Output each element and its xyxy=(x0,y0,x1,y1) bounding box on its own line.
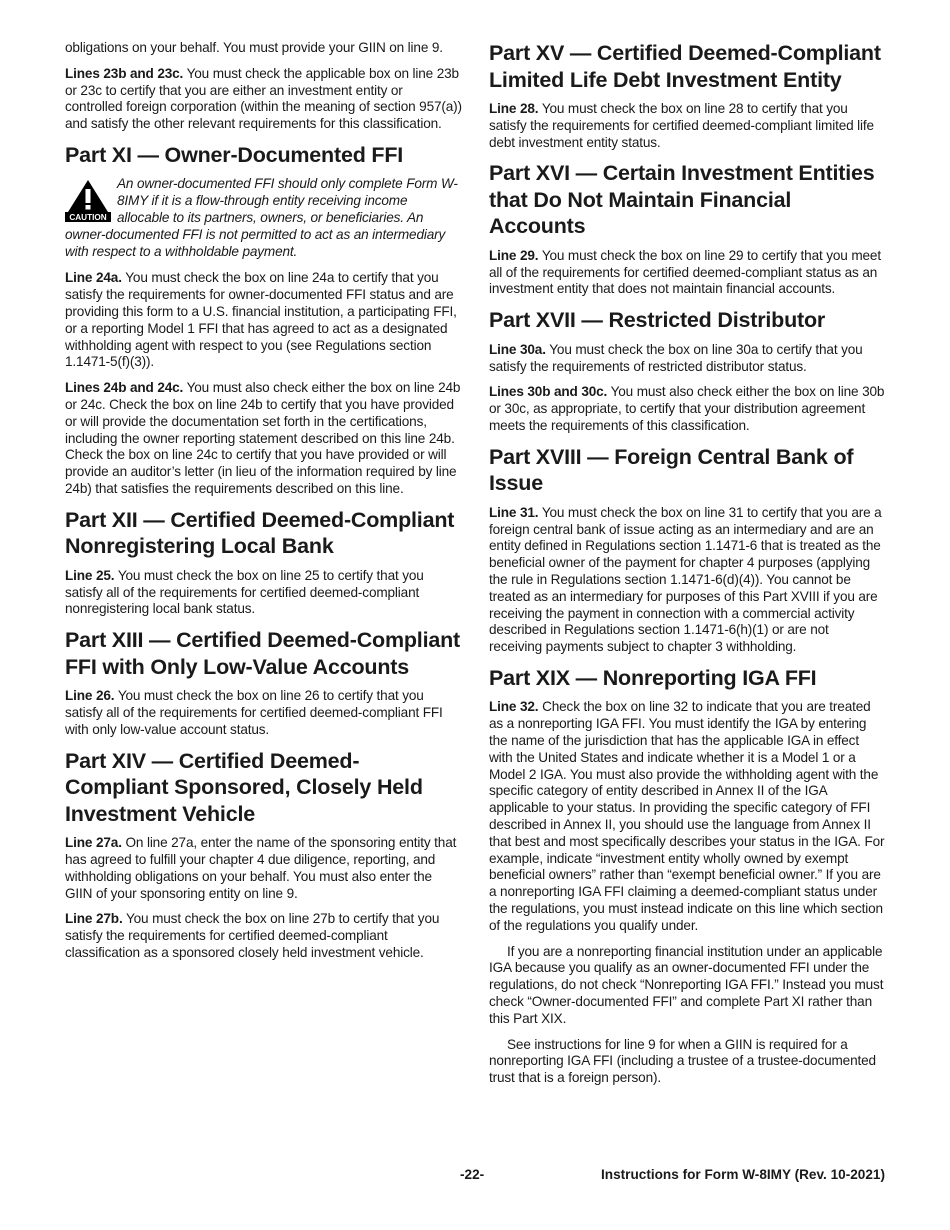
lines-30b-30c-lead: Lines 30b and 30c. xyxy=(489,384,608,400)
line-30a-paragraph xyxy=(489,342,885,376)
line-30a-lead: Line 30a. xyxy=(489,341,546,357)
line-26-text: You must check the box on line 26 to certify that you satisfy all of the requirements for certified deemed-compliant FFI with only low-value account status. xyxy=(65,688,443,737)
line-32-lead: Line 32. xyxy=(489,699,539,715)
caution-note xyxy=(65,176,462,260)
line-25-paragraph xyxy=(65,568,462,618)
line-27b-paragraph xyxy=(65,911,462,961)
paragraph-continued: obligations on your behalf. You must provide your GIIN on line 9. xyxy=(65,40,443,55)
lines-30b-30c-text: You must also check either the box on line 30b or 30c, as appropriate, to certify that your distribution agreement meets the requirements of this classification. xyxy=(489,384,885,433)
line-27a-paragraph xyxy=(65,835,462,902)
part-xiv-heading: Part XIV — Certified Deemed-Compliant Sponsored, Closely Held Investment Vehicle xyxy=(65,748,423,826)
left-column xyxy=(65,40,462,971)
line-26-paragraph xyxy=(65,688,462,738)
nonreporting-fi-paragraph: If you are a nonreporting financial institution under an applicable IGA because you qualify as an owner-documented FFI under the regulations, do not check “Nonreporting IGA FFI.” Instead you must check “Owner-documented FFI” and complete Part XI rather than this Part XIX. xyxy=(489,943,884,1026)
part-xvi-heading: Part XVI — Certain Investment Entities that Do Not Maintain Financial Accounts xyxy=(489,161,875,239)
line-27a-text: On line 27a, enter the name of the sponsoring entity that has agreed to fulfill your chapter 4 due diligence, reporting, and withholding obligations on your behalf. You must also enter the GIIN of your sponsoring entity on line 9. xyxy=(65,835,457,901)
caution-icon xyxy=(65,178,111,222)
page-footer xyxy=(0,1167,950,1187)
lines-23b-23c-lead: Lines 23b and 23c. xyxy=(65,65,184,81)
right-column xyxy=(489,40,885,1096)
line-29-lead: Line 29. xyxy=(489,247,539,263)
line-24a-text: You must check the box on line 24a to certify that you satisfy the requirements for owner-documented FFI status and are providing this form to a U.S. financial institution, a participating FFI, or a reporting Model 1 FFI that has agreed to act as a designated withholding agent with respect to you (see Regulations section 1.1471-5(f)(3)). xyxy=(65,270,457,370)
line-28-text: You must check the box on line 28 to certify that you satisfy the requirements for certified deemed-compliant limited life debt investment entity status. xyxy=(489,101,874,150)
line-27a-lead: Line 27a. xyxy=(65,835,122,851)
line-29-text: You must check the box on line 29 to certify that you meet all of the requirements for certified deemed-compliant status as an investment entity that does not maintain financial accounts. xyxy=(489,247,881,297)
line-24a-lead: Line 24a. xyxy=(65,270,122,286)
line-32-paragraph xyxy=(489,699,885,934)
caution-icon-label: CAUTION xyxy=(69,213,107,223)
line-32-text: Check the box on line 32 to indicate that you are treated as a nonreporting IGA FFI. You must identify the IGA by entering the name of the jurisdiction that has the applicable IGA in effect with the United States and indicate whether it is a Model 1 or a Model 2 IGA. You must also provide the withholding agent with the specific category of entity described in Annex II of the IGA applicable to your status. In providing the specific category of FFI described in Annex II, you should use the language from Annex II that best and most specifically describes your status in the IGA. For example, indicate “investment entity wholly owned by exempt beneficial owners” rather than “exempt beneficial owner.” If you are a nonreporting IGA FFI claiming a deemed-compliant status under the regulations, you must instead indicate on this line which section of the regulations you qualify under. xyxy=(489,699,885,933)
line-31-paragraph xyxy=(489,505,885,656)
line-25-lead: Line 25. xyxy=(65,567,115,583)
lines-23b-23c-paragraph xyxy=(65,66,462,133)
line-31-text: You must check the box on line 31 to certify that you are a foreign central bank of issue acting as an intermediary and are an entity defined in Regulations section 1.1471-6 that is treated as the beneficial owner of the payment for chapter 4 purposes (applying the rule in Regulations section 1.1471-6(d)(4)). You cannot be treated as an intermediary for purposes of this Part XVIII if you are receiving the payment in connection with a commercial activity described in Regulations section 1.1471-6(h)(1) or are not receiving payments subject to chapter 3 withholding. xyxy=(489,504,882,655)
line-28-lead: Line 28. xyxy=(489,101,539,116)
lines-30b-30c-paragraph xyxy=(489,384,885,434)
part-xii-heading: Part XII — Certified Deemed-Compliant Nonregistering Local Bank xyxy=(65,507,455,559)
lines-23b-23c-text: You must check the applicable box on line 23b or 23c to certify that you are either an investment entity or controlled foreign corporation (within the meaning of section 957(a)) and satisfy the other relevant requirements for this classification. xyxy=(65,65,462,132)
part-xv-heading: Part XV — Certified Deemed-Compliant Limited Life Debt Investment Entity xyxy=(489,41,881,92)
lines-24b-24c-lead: Lines 24b and 24c. xyxy=(65,380,184,396)
line-25-text: You must check the box on line 25 to certify that you satisfy all of the requirements for certified deemed-compliant nonregistering local bank status. xyxy=(65,567,424,617)
part-xix-heading: Part XIX — Nonreporting IGA FFI xyxy=(489,665,817,690)
line-29-paragraph xyxy=(489,248,885,298)
line-24a-paragraph xyxy=(65,270,462,371)
form-title: Instructions for Form W-8IMY (Rev. 10-2021) xyxy=(601,1167,885,1182)
caution-text: An owner-documented FFI should only complete Form W-8IMY if it is a flow-through entity receiving income allocable to its partners, owners, or beneficiaries. An owner-documented FFI is not permitted to act as an intermediary with respect to a withholdable payment. xyxy=(65,176,458,259)
part-xi-heading: Part XI — Owner-Documented FFI xyxy=(65,142,404,167)
lines-24b-24c-paragraph xyxy=(65,380,462,498)
part-xviii-heading: Part XVIII — Foreign Central Bank of Issue xyxy=(489,444,854,496)
line-30a-text: You must check the box on line 30a to certify that you satisfy the requirements of restricted distributor status. xyxy=(489,341,863,374)
lines-24b-24c-text: You must also check either the box on line 24b or 24c. Check the box on line 24b to certify that you have provided or will provide the documentation set forth in the certifications, including the owner reporting statement described on this line 24b. Check the box on line 24c to certify that you have provided or will provide an auditor’s letter (in lieu of the information required by line 24b) that satisfies the requirements described on this line. xyxy=(65,380,461,497)
page-number: -22- xyxy=(460,1167,485,1182)
line-27b-text: You must check the box on line 27b to certify that you satisfy the requirements for certified deemed-compliant classification as a sponsored closely held investment vehicle. xyxy=(65,911,440,960)
line-27b-lead: Line 27b. xyxy=(65,911,123,927)
line-31-lead: Line 31. xyxy=(489,504,539,520)
part-xvii-heading: Part XVII — Restricted Distributor xyxy=(489,308,826,333)
part-xiii-heading: Part XIII — Certified Deemed-Compliant FFI with Only Low-Value Accounts xyxy=(65,628,461,679)
line-28-paragraph xyxy=(489,101,885,151)
giin-instructions-paragraph: See instructions for line 9 for when a GIIN is required for a nonreporting IGA FFI (including a trustee of a trustee-documented trust that is a foreign person). xyxy=(489,1036,876,1086)
line-26-lead: Line 26. xyxy=(65,688,115,704)
